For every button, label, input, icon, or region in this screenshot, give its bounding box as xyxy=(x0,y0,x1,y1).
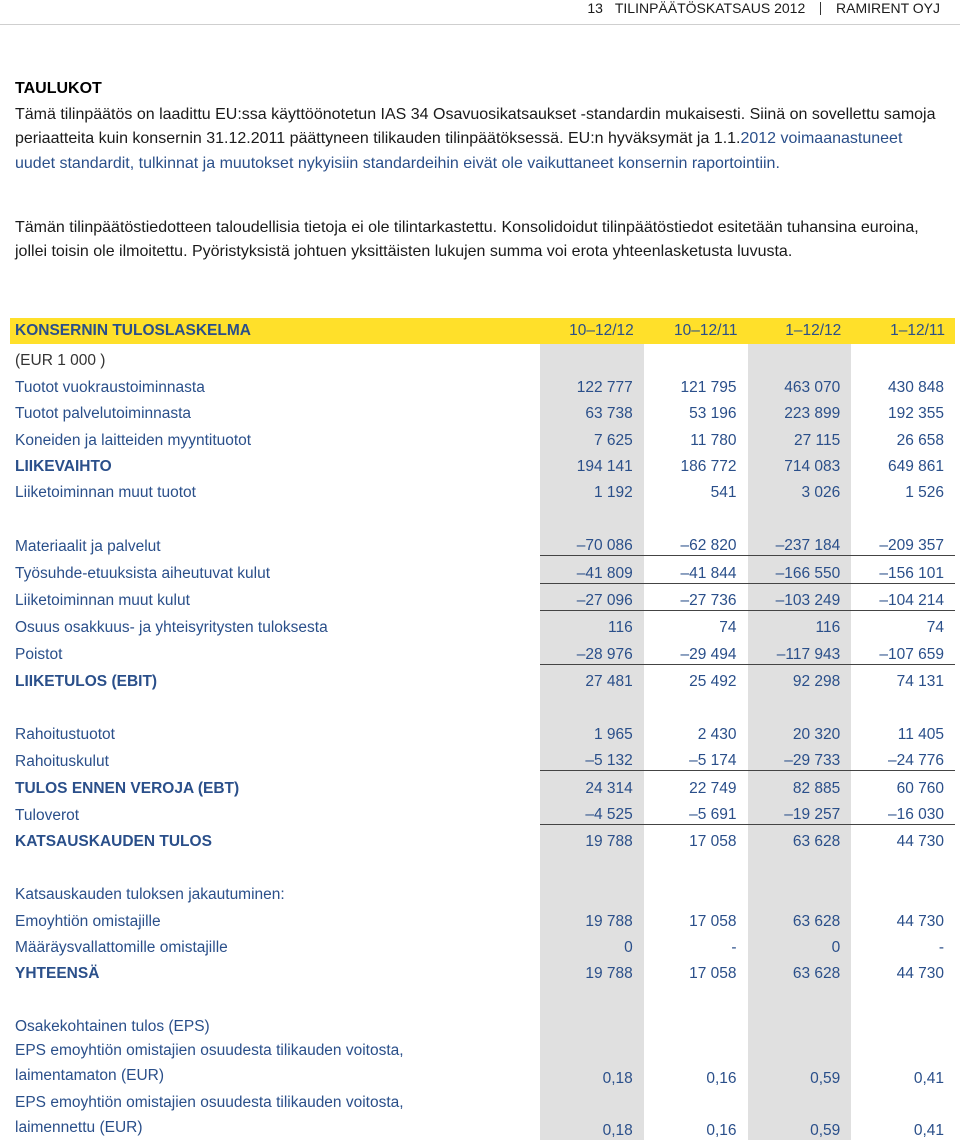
value-cell: 1 192 xyxy=(540,476,644,502)
table-row xyxy=(10,583,955,610)
row-label-line: laimentamaton (EUR) xyxy=(15,1067,165,1085)
value-cell: 0,59 xyxy=(748,1036,852,1088)
value-cell: 63 738 xyxy=(540,397,644,423)
value-cell: 649 861 xyxy=(887,457,944,475)
value-cell: –24 776 xyxy=(851,744,955,771)
value-cell: 0,18 xyxy=(540,1036,644,1088)
value-cell: 192 355 xyxy=(887,405,944,423)
value-cell xyxy=(644,1010,748,1036)
value-cell: 0,41 xyxy=(913,1070,944,1088)
value-cell: –209 357 xyxy=(851,529,955,556)
column-header: 10–12/11 xyxy=(644,318,748,344)
table-row xyxy=(10,931,955,957)
intro-paragraph-2: Tämän tilinpäätöstiedotteen taloudellisia tietoja ei ole tilintarkastettu. Konsolidoidut tilinpäätöstiedot esitetään tuhansina euroina, jollei toisin ole ilmoitettu. Pyöristyksistä johtuen yksittäisten lukujen summa voi erota yhteenlasketusta luvusta. xyxy=(15,219,919,261)
spacer-row xyxy=(10,983,955,1009)
value-cell: 2 430 xyxy=(697,725,737,743)
table-row xyxy=(10,450,955,476)
value-cell: –28 976 xyxy=(540,637,644,664)
value-cell: 463 070 xyxy=(748,370,852,396)
value-cell: 7 625 xyxy=(540,423,644,449)
value-cell: –41 809 xyxy=(540,556,644,583)
row-label: Materiaalit ja palvelut xyxy=(15,537,161,555)
value-cell: 24 314 xyxy=(540,771,644,798)
value-cell: 122 777 xyxy=(540,370,644,396)
column-header: 1–12/12 xyxy=(748,318,852,344)
page-number: 13 xyxy=(587,0,603,16)
row-label: LIIKETULOS (EBIT) xyxy=(15,673,158,691)
value-cell: 92 298 xyxy=(748,664,852,691)
value-cell xyxy=(851,1010,955,1036)
table-title: KONSERNIN TULOSLASKELMA xyxy=(10,318,540,344)
spacer-row xyxy=(10,502,955,528)
value-cell: –19 257 xyxy=(748,798,852,825)
row-label: Rahoituskulut xyxy=(15,752,109,770)
income-statement-table xyxy=(10,318,955,1140)
table-header-row xyxy=(10,318,955,344)
value-cell xyxy=(540,878,644,904)
value-cell: 19 788 xyxy=(540,957,644,983)
value-cell: 3 026 xyxy=(748,476,852,502)
table-row xyxy=(10,1088,955,1140)
value-cell: 17 058 xyxy=(689,912,737,930)
row-label-line: EPS emoyhtiön omistajien osuudesta tilikauden voitosta, xyxy=(15,1042,404,1060)
value-cell: 0,18 xyxy=(540,1088,644,1140)
unit-row xyxy=(10,344,955,370)
value-cell: –237 184 xyxy=(748,529,852,556)
value-cell: 74 131 xyxy=(896,673,944,691)
value-cell: 82 885 xyxy=(748,771,852,798)
table-row xyxy=(10,904,955,930)
page-header xyxy=(587,0,940,16)
row-label xyxy=(10,1036,540,1088)
row-label: KATSAUSKAUDEN TULOS xyxy=(15,833,212,851)
value-cell xyxy=(851,878,955,904)
row-label: Rahoitustuotot xyxy=(15,725,115,743)
table-row xyxy=(10,637,955,664)
value-cell: 63 628 xyxy=(748,957,852,983)
table-row xyxy=(10,476,955,502)
value-cell: 0,59 xyxy=(748,1088,852,1140)
value-cell: 20 320 xyxy=(748,717,852,743)
value-cell: –27 736 xyxy=(644,583,748,610)
section-heading: TAULUKOT xyxy=(15,80,102,97)
value-cell: 22 749 xyxy=(689,779,737,797)
column-header: 1–12/11 xyxy=(851,318,955,344)
table-row xyxy=(10,664,955,691)
value-cell: 53 196 xyxy=(689,405,737,423)
value-cell: 430 848 xyxy=(887,378,944,396)
value-cell: 44 730 xyxy=(896,912,944,930)
value-cell: –29 494 xyxy=(644,637,748,664)
value-cell: 17 058 xyxy=(689,965,737,983)
value-cell xyxy=(644,878,748,904)
table-row xyxy=(10,771,955,798)
value-cell: –117 943 xyxy=(748,637,852,664)
value-cell: - xyxy=(731,938,737,956)
value-cell: –104 214 xyxy=(851,583,955,610)
value-cell: –156 101 xyxy=(851,556,955,583)
header-rule xyxy=(0,24,960,25)
row-label: TULOS ENNEN VEROJA (EBT) xyxy=(15,779,240,797)
header-divider xyxy=(820,2,821,15)
value-cell: 186 772 xyxy=(680,457,737,475)
value-cell: –16 030 xyxy=(851,798,955,825)
intro-paragraph-1 xyxy=(15,103,940,176)
value-cell: 116 xyxy=(748,610,852,637)
row-label: YHTEENSÄ xyxy=(15,965,100,983)
table-row xyxy=(10,878,955,904)
table-row xyxy=(10,744,955,771)
value-cell: 1 965 xyxy=(540,717,644,743)
value-cell: 74 xyxy=(926,619,944,637)
intro-paragraph-1-start: Tämä tilinpäätös on laadittu EU:ssa käyttöönotetun IAS 34 Osavuosikatsaukset -standardin mukaisesti. Siinä on sovellettu samoja periaatteita kuin konsernin 31.12.2011 päättyneen tilikauden tilinpäätöksessä. EU:n hyväksymät ja 1.1. xyxy=(15,106,936,148)
value-cell: 116 xyxy=(540,610,644,637)
value-cell: 0,16 xyxy=(706,1070,737,1088)
value-cell: 121 795 xyxy=(680,378,737,396)
value-cell: –166 550 xyxy=(748,556,852,583)
value-cell xyxy=(748,1010,852,1036)
value-cell: - xyxy=(938,938,944,956)
row-label: Osakekohtainen tulos (EPS) xyxy=(15,1018,210,1036)
table-row xyxy=(10,529,955,556)
value-cell: 44 730 xyxy=(896,965,944,983)
value-cell xyxy=(540,1010,644,1036)
value-cell: 44 730 xyxy=(896,833,944,851)
row-label-line: EPS emoyhtiön omistajien osuudesta tilikauden voitosta, xyxy=(15,1094,404,1112)
value-cell: –5 691 xyxy=(644,798,748,825)
value-cell: –103 249 xyxy=(748,583,852,610)
value-cell: 74 xyxy=(719,619,737,637)
value-cell: 194 141 xyxy=(540,450,644,476)
value-cell: 63 628 xyxy=(748,825,852,852)
value-cell: 714 083 xyxy=(748,450,852,476)
row-label: Poistot xyxy=(15,646,63,664)
row-label: Liiketoiminnan muut kulut xyxy=(15,592,190,610)
intro-paragraph-1-end: 2012 voimaanastuneet uudet standardit, tulkinnat ja muutokset nykyisiin standardeihin eivät ole vaikuttaneet konsernin raportointiin. xyxy=(15,130,903,172)
value-cell: 0 xyxy=(540,931,644,957)
value-cell: –70 086 xyxy=(540,529,644,556)
row-label xyxy=(10,1088,540,1140)
value-cell: –5 174 xyxy=(644,744,748,771)
value-cell: 0,16 xyxy=(706,1122,737,1140)
value-cell: 26 658 xyxy=(896,431,944,449)
value-cell: 541 xyxy=(710,484,737,502)
row-label: Määräysvallattomille omistajille xyxy=(15,938,228,956)
value-cell: –62 820 xyxy=(644,529,748,556)
table-row xyxy=(10,825,955,852)
row-label: Tuloverot xyxy=(15,806,80,824)
row-label: Katsauskauden tuloksen jakautuminen: xyxy=(15,886,285,904)
table-row xyxy=(10,423,955,449)
table-row xyxy=(10,556,955,583)
row-label: LIIKEVAIHTO xyxy=(15,457,112,475)
table-row xyxy=(10,798,955,825)
table-row xyxy=(10,957,955,983)
row-label: Koneiden ja laitteiden myyntituotot xyxy=(15,431,252,449)
value-cell: 11 405 xyxy=(897,725,944,743)
value-cell: 63 628 xyxy=(748,904,852,930)
value-cell: 223 899 xyxy=(748,397,852,423)
row-label: Liiketoiminnan muut tuotot xyxy=(15,484,196,502)
row-label: Tuotot palvelutoiminnasta xyxy=(15,405,192,423)
value-cell: 1 526 xyxy=(905,484,944,502)
value-cell: –107 659 xyxy=(851,637,955,664)
value-cell xyxy=(748,878,852,904)
column-header: 10–12/12 xyxy=(540,318,644,344)
row-label: Emoyhtiön omistajille xyxy=(15,912,161,930)
value-cell: 60 760 xyxy=(896,779,944,797)
row-label: Tuotot vuokraustoiminnasta xyxy=(15,378,205,396)
row-label: Osuus osakkuus- ja yhteisyritysten tuloksesta xyxy=(15,619,328,637)
value-cell: –41 844 xyxy=(644,556,748,583)
value-cell: 25 492 xyxy=(689,673,737,691)
value-cell: –5 132 xyxy=(540,744,644,771)
value-cell: 19 788 xyxy=(540,904,644,930)
row-label: Työsuhde-etuuksista aiheutuvat kulut xyxy=(15,565,271,583)
value-cell: 19 788 xyxy=(540,825,644,852)
table-row xyxy=(10,370,955,396)
spacer-row xyxy=(10,851,955,877)
table-row xyxy=(10,610,955,637)
value-cell: –29 733 xyxy=(748,744,852,771)
company-name: RAMIRENT OYJ xyxy=(836,0,940,16)
row-label-line: laimennettu (EUR) xyxy=(15,1119,143,1137)
table-row xyxy=(10,717,955,743)
table-row xyxy=(10,397,955,423)
unit-label: (EUR 1 000 ) xyxy=(15,352,106,370)
value-cell: 0,41 xyxy=(913,1122,944,1140)
value-cell: –27 096 xyxy=(540,583,644,610)
document-title: TILINPÄÄTÖSKATSAUS 2012 xyxy=(614,0,806,16)
table-row xyxy=(10,1010,955,1036)
table-row xyxy=(10,1036,955,1088)
value-cell: –4 525 xyxy=(540,798,644,825)
value-cell: 27 481 xyxy=(540,664,644,691)
value-cell: 0 xyxy=(748,931,852,957)
value-cell: 17 058 xyxy=(689,833,737,851)
value-cell: 27 115 xyxy=(748,423,852,449)
value-cell: 11 780 xyxy=(690,431,737,449)
spacer-row xyxy=(10,691,955,717)
